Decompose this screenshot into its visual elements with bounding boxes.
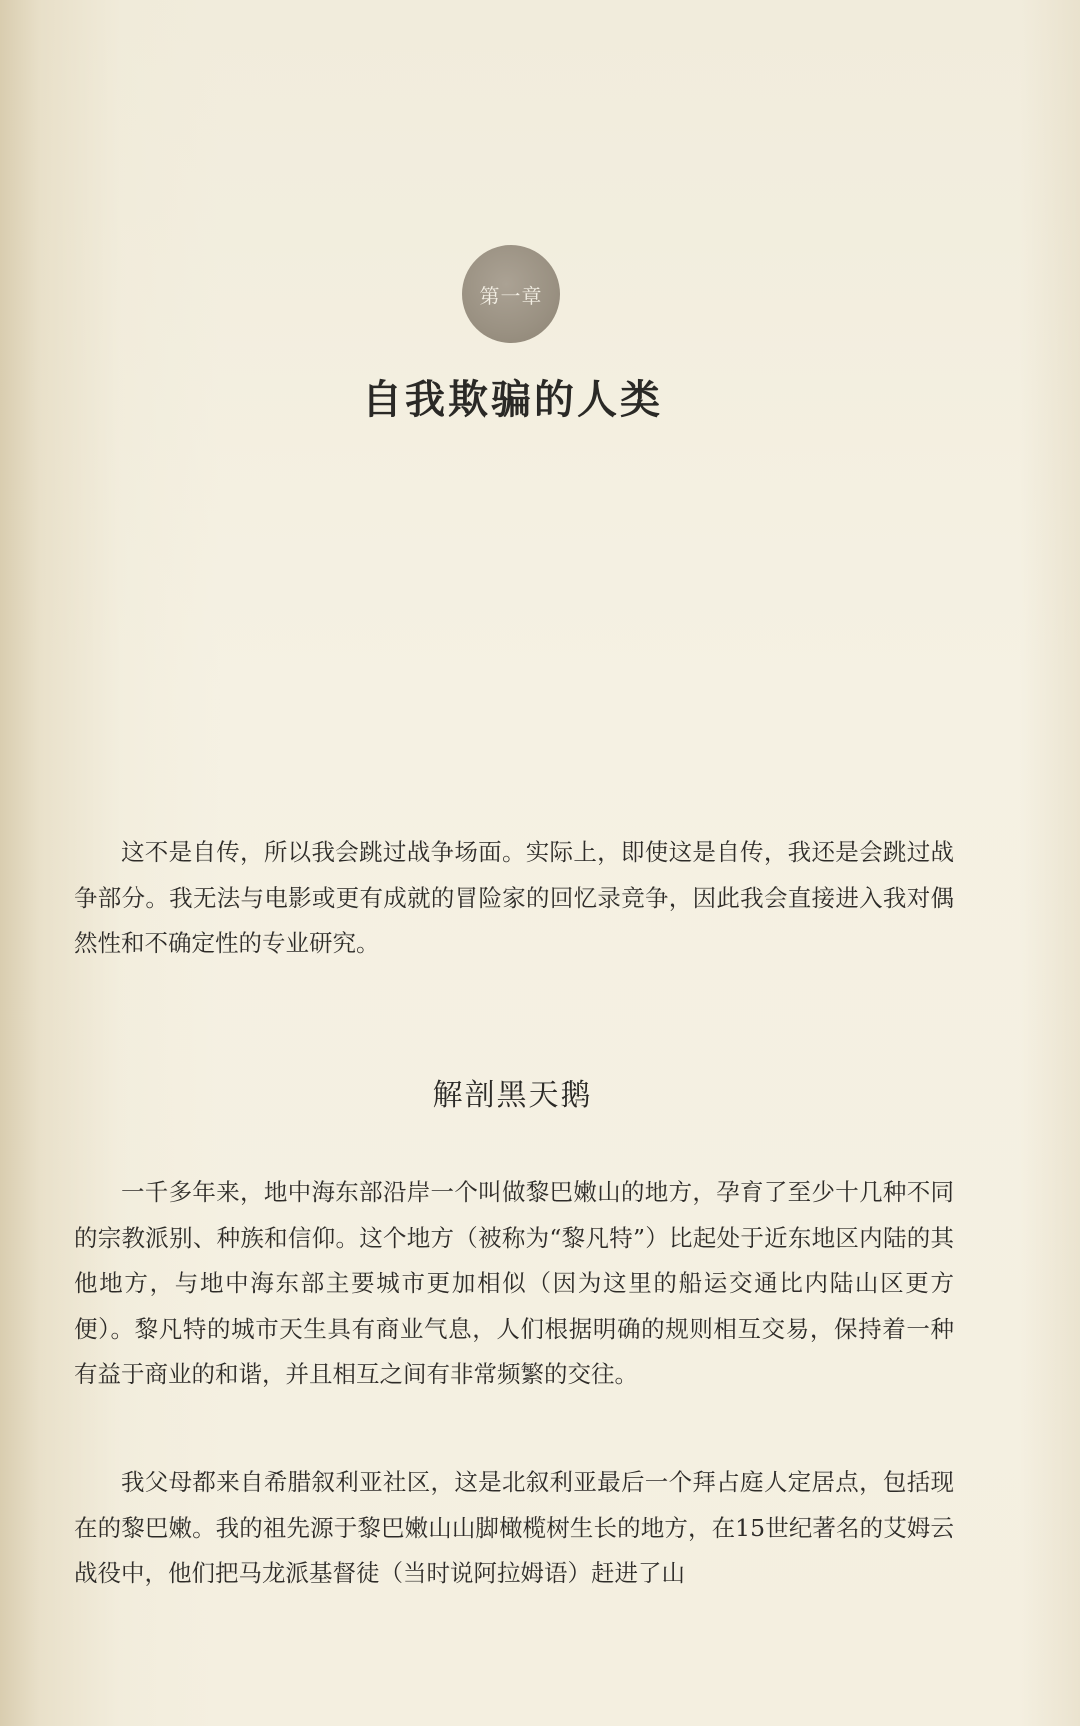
section-title: 解剖黑天鹅: [432, 1078, 593, 1113]
body-paragraph: 我父母都来自希腊叙利亚社区，这是北叙利亚最后一个拜占庭人定居点，包括现在的黎巴嫩。我的祖先源于黎巴嫩山山脚橄榄树生长的地方，在15世纪著名的艾姆云战役中，他们把马龙派基督徒（当时说阿拉姆语）赶进了山: [74, 1468, 954, 1587]
intro-paragraph: 这不是自传，所以我会跳过战争场面。实际上，即使这是自传，我还是会跳过战争部分。我无法与电影或更有成就的冒险家的回忆录竞争，因此我会直接进入我对偶然性和不确定性的专业研究。: [74, 838, 954, 957]
chapter-badge: [462, 245, 560, 343]
chapter-number: 第一章: [479, 283, 543, 308]
chapter-title: 自我欺骗的人类: [362, 376, 663, 423]
body-paragraph: 一千多年来，地中海东部沿岸一个叫做黎巴嫩山的地方，孕育了至少十几种不同的宗教派别、种族和信仰。这个地方（被称为“黎凡特”）比起处于近东地区内陆的其他地方，与地中海东部主要城市更加相似（因为这里的船运交通比内陆山区更方便）。黎凡特的城市天生具有商业气息，人们根据明确的规则相互交易，保持着一种有益于商业的和谐，并且相互之间有非常频繁的交往。: [74, 1178, 954, 1388]
